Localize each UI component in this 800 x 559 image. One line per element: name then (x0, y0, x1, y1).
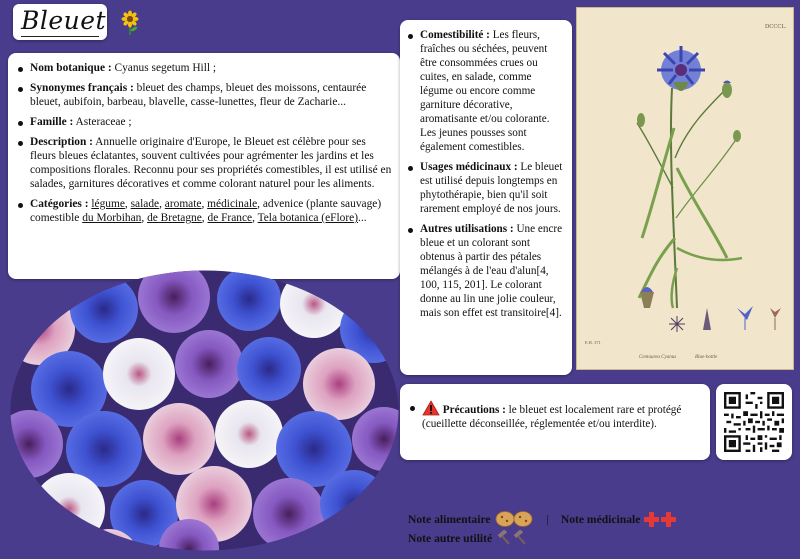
cookie-icon (495, 510, 535, 528)
list-item (16, 81, 392, 109)
plate-number: DCCCL. (765, 24, 787, 30)
tela-botanica-link[interactable]: Tela botanica (eFlore) (257, 212, 358, 224)
item-label: Autres utilisations : (420, 223, 514, 235)
list-item (406, 160, 566, 216)
item-text: Le bleuet est utilisé depuis longtemps en phytothérapie, bien qu'il soit rarement employé de nos jours. (420, 161, 563, 215)
item-label: Nom botanique : (30, 62, 112, 74)
category-link-medicinale[interactable]: médicinale (207, 198, 258, 210)
separator-text: , (124, 198, 131, 210)
list-item (16, 61, 392, 75)
illustration-drawing (577, 8, 795, 371)
item-text: Annuelle originaire d'Europe, le Bleuet est célèbre pour ses fleurs bleues éclatantes, souvent cultivées pour agrémenter les jardins et les compositions florales. Reconnu pour ses propriétés comestibles, il est utilisé en salades, garnitures décoratives et comme colorant naturel pour les aliments. (30, 136, 392, 190)
list-item (406, 28, 566, 154)
list-item (16, 115, 392, 129)
title-underline (21, 36, 99, 37)
separator-text: , (201, 212, 208, 224)
item-text: bleuet des champs, bleuet des moissons, centaurée bleuet, aubifoin, barbeau, blavelle, casse-lunettes, fleur de Zacharie... (30, 82, 367, 108)
rating-autre-label: Note autre utilité (408, 531, 493, 545)
separator-text: , (252, 212, 258, 224)
red-cross-icon (644, 511, 678, 527)
uses-card (400, 20, 572, 375)
separator-text: , (141, 212, 148, 224)
separator-text: , (159, 198, 165, 210)
ratings-row-1 (408, 510, 678, 528)
precautions-list (408, 400, 702, 431)
list-item (408, 400, 702, 431)
categories-item (16, 197, 392, 225)
qr-code-icon[interactable] (724, 392, 784, 452)
region-link-bretagne[interactable]: de Bretagne (147, 212, 202, 224)
rating-alimentaire-label: Note alimentaire (408, 512, 491, 526)
region-link-france[interactable]: de France (207, 212, 253, 224)
caption-latin: Centaurea Cyanus (639, 355, 677, 360)
qr-code-card[interactable] (716, 384, 792, 460)
category-link-aromate[interactable]: aromate (164, 198, 202, 210)
title-card (13, 4, 107, 40)
ratings-row-2 (408, 530, 530, 546)
item-label: Comestibilité : (420, 29, 490, 41)
page-title: Bleuet (21, 6, 107, 35)
rating-separator: | (546, 512, 549, 526)
item-label: Usages médicinaux : (420, 161, 518, 173)
item-text: Asteraceae ; (73, 116, 132, 128)
region-link-morbihan[interactable]: du Morbihan (82, 212, 142, 224)
category-link-salade[interactable]: salade (130, 198, 160, 210)
caption-common: Blue-bottle (695, 355, 718, 360)
precautions-text: le bleuet est localement rare et protégé (cueillette déconseillée, réglementée et/ou interdite). (422, 404, 682, 430)
item-label: Synonymes français : (30, 82, 134, 94)
item-label: Famille : (30, 116, 74, 128)
hammer-icon (496, 530, 530, 546)
cornflower-photo (9, 269, 400, 552)
corner-mark: E.B. 371 (585, 340, 601, 345)
list-item (16, 135, 392, 191)
item-label: Description : (30, 136, 93, 148)
warning-icon (422, 400, 440, 416)
rating-medicinale-label: Note médicinale (560, 512, 641, 526)
list-item (406, 222, 566, 320)
precautions-label: Précautions : (442, 404, 506, 416)
botanical-illustration (576, 7, 794, 370)
separator-text: , (201, 198, 208, 210)
item-label: Catégories : (30, 198, 89, 210)
sunflower-icon (120, 10, 140, 36)
item-text: Une encre bleue et un colorant sont obtenus à partir des pétales mélangés à de l'eau d'alun[4, 100, 115, 201]. Le colorant donne au lin une jolie couleur, mais son effet est transitoire[4]. (420, 223, 563, 319)
precautions-card (400, 384, 710, 460)
uses-list (406, 28, 566, 320)
info-card (8, 53, 400, 279)
item-text: Les fleurs, fraîches ou séchées, peuvent être consommées crues ou cuites, en salade, comme légume ou encore comme garniture décorative, aromatisante et/ou colorante. Les jeunes pousses sont également comestibles. (420, 29, 550, 153)
separator-text: , advenice (plante sauvage) comestible (30, 198, 382, 224)
item-text: Cyanus segetum Hill ; (111, 62, 217, 74)
separator-text: ... (358, 212, 367, 224)
info-list (16, 61, 392, 225)
category-link-legume[interactable]: légume (91, 198, 125, 210)
